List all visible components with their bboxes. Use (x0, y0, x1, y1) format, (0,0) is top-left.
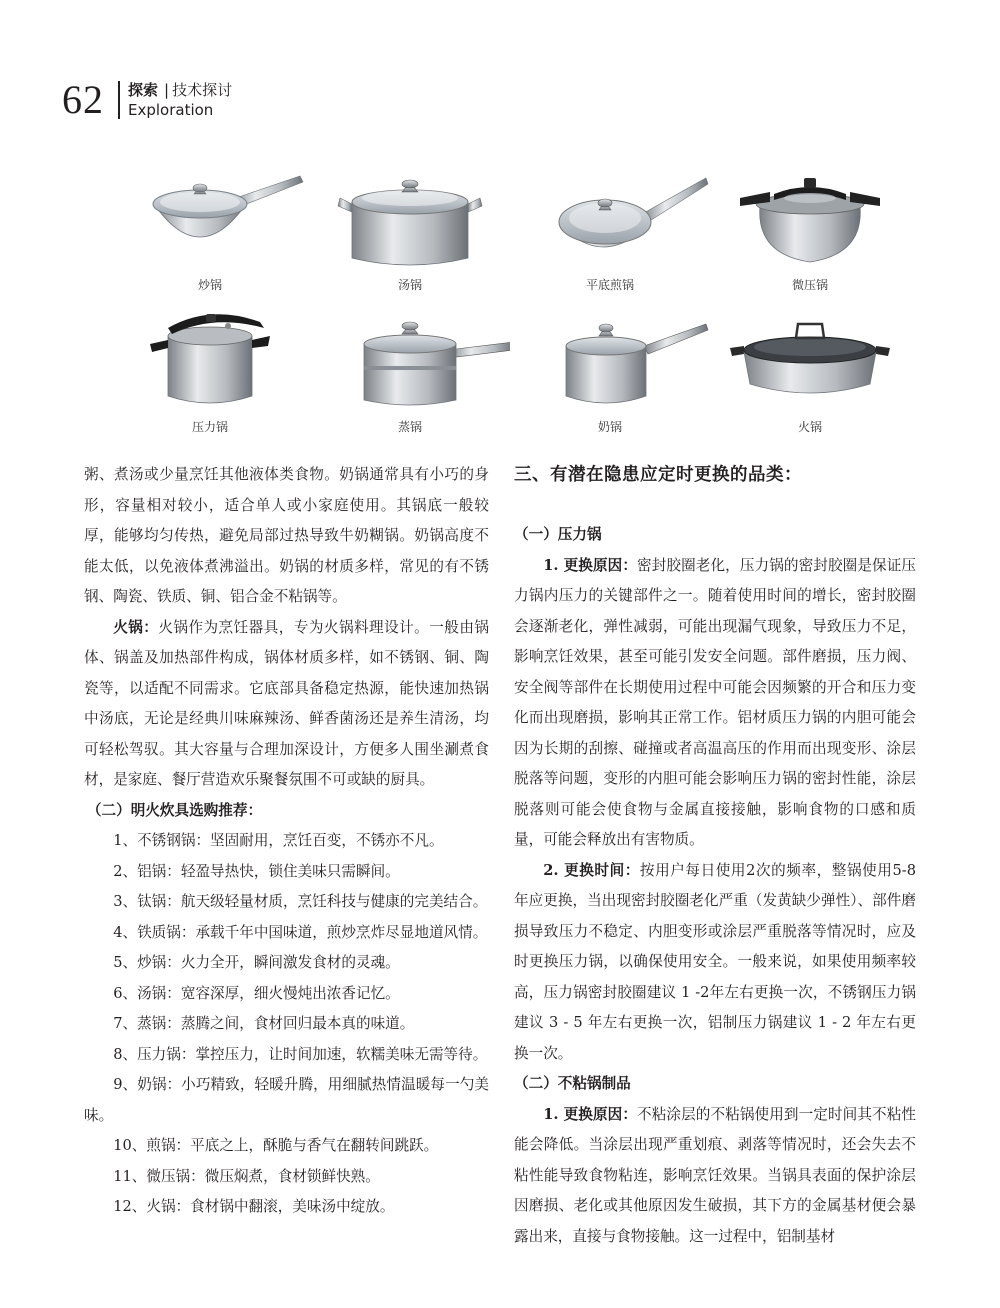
frying-pan-icon (510, 158, 710, 270)
milk-pan-icon (510, 300, 710, 412)
product-label: 汤锅 (397, 278, 422, 292)
list-item: 8、压力锅：掌控压力，让时间加速，软糯美味无需等待。 (113, 1045, 488, 1063)
product-stockpot (310, 158, 510, 293)
nonstick-reason-text: 不粘涂层的不粘锅使用到一定时间其不粘性能会降低。当涂层出现严重划痕、剥落等情况时，还会失去不粘性能导致食物粘连，影响烹饪效果。当锅具表面的保护涂层因磨损、老化或其他原因发生破损，其下方的金属基材便会暴露出来，直接与食物接触。这一过程中，铝制基材 (514, 1105, 916, 1245)
micro-pressure-cooker-icon (710, 158, 910, 270)
pressure-cooker-time (514, 856, 916, 1070)
product-gallery (110, 148, 910, 438)
list-item: 1、不锈钢锅：坚固耐用，烹饪百变，不锈亦不凡。 (113, 832, 444, 849)
list-item: 10、煎锅：平底之上，酥脆与香气在翻转间跳跃。 (113, 1137, 439, 1154)
pressure-cooker-subtitle: （一）压力锅 (514, 526, 602, 543)
section-cn: 探索 (128, 81, 159, 99)
list-item: 2、铝锅：轻盈导热快，锁住美味只需瞬间。 (113, 862, 400, 880)
milk-pan-paragraph: 粥、煮汤或少量烹饪其他液体类食物。奶锅通常具有小巧的身形，容量相对较小，适合单人或小家庭使用。其锅底一般较厚，能够均匀传热，避免局部过热导致牛奶糊锅。奶锅高度不能太低，以免液体煮沸溢出。奶锅的材质多样，常见的有不锈钢、陶瓷、铁质、铜、铝合金不粘锅等。 (84, 466, 489, 605)
steamer-icon (310, 300, 510, 412)
list-item: 4、铁质锅：承载千年中国味道，煎炒烹炸尽显地道风情。 (113, 923, 488, 941)
page-header (62, 78, 232, 122)
hotpot-text: 火锅作为烹饪器具，专为火锅料理设计。一般由锅体、锅盖及加热部件构成，锅体材质多样，如不锈钢、铜、陶瓷等，以适配不同需求。它底部具备稳定热源，能快速加热锅中汤底，无论是经典川味麻辣汤、鲜香菌汤还是养生清汤，均可轻松驾驭。其大容量与合理加深设计，方便多人围坐涮煮食材，是家庭、餐厅营造欢乐聚餐氛围不可或缺的厨具。 (84, 618, 489, 788)
header-divider (118, 81, 120, 119)
product-wok (110, 158, 310, 293)
product-label: 微压锅 (791, 278, 828, 292)
list-item: 11、微压锅：微压焖煮，食材锁鲜快熟。 (113, 1167, 380, 1185)
nonstick-reason (514, 1100, 916, 1253)
list-item: 7、蒸锅：蒸腾之间，食材回归最本真的味道。 (113, 1015, 415, 1032)
hotpot-icon (710, 300, 910, 412)
reason-text: 密封胶圈老化，压力锅的密封胶圈是保证压力锅内压力的关键部件之一。随着使用时间的增长，密封胶圈会逐渐老化，弹性减弱，可能出现漏气现象，导致压力不足，影响烹饪效果，甚至可能引发安全问题。部件磨损，压力阀、安全阀等部件在长期使用过程中可能会因频繁的开合和压力变化而出现磨损，影响其正常工作。铝材质压力锅的内胆可能会因为长期的刮擦、碰撞或者高温高压的作用而出现变形、涂层脱落等问题，变形的内胆可能会影响压力锅的密封性能，涂层脱落则可能会使食物与金属直接接触，影响食物的口感和质量，可能会释放出有害物质。 (514, 556, 916, 848)
right-column (514, 460, 916, 1252)
wok-icon (110, 158, 310, 270)
header-section-line (128, 80, 232, 100)
nonstick-subtitle: （二）不粘锅制品 (514, 1075, 631, 1092)
subsection-cn: 技术探讨 (172, 81, 233, 99)
stockpot-icon (310, 158, 510, 270)
section-title: 三、有潜在隐患应定时更换的品类： (514, 465, 802, 485)
product-hotpot (710, 300, 910, 435)
section-en: Exploration (128, 101, 214, 119)
header-text (128, 80, 232, 120)
time-lead: 2. 更换时间： (543, 861, 640, 879)
list-item: 9、奶锅：小巧精致，轻暖升腾，用细腻热情温暖每一勺美味。 (84, 1076, 489, 1124)
list-item: 6、汤锅：宽容深厚，细火慢炖出浓香记忆。 (113, 984, 400, 1002)
page-number: 62 (62, 77, 104, 122)
nonstick-reason-lead: 1. 更换原因： (543, 1105, 638, 1123)
product-label: 火锅 (797, 420, 822, 434)
product-label: 炒锅 (197, 278, 222, 292)
reason-lead: 1. 更换原因： (543, 556, 638, 574)
hotpot-lead: 火锅： (113, 618, 159, 636)
header-separator: | (164, 81, 170, 99)
product-label: 压力锅 (191, 420, 228, 434)
product-micro-pressure-cooker (710, 158, 910, 293)
product-pressure-cooker (110, 300, 310, 435)
time-text: 按用户每日使用2次的频率，整锅使用5-8年应更换，当出现密封胶圈老化严重（发黄缺少弹性）、部件磨损导致压力不稳定、内胆变形或涂层严重脱落等情况时，应及时更换压力锅，以确保使用安全。一般来说，如果使用频率较高，压力锅密封胶圈建议 1 -2年左右更换一次，不锈钢压力锅建议 3 - 5 年左右更换一次，铝制压力锅建议 1 - 2 年左右更换一次。 (514, 861, 916, 1062)
list-item: 5、炒锅：火力全开，瞬间激发食材的灵魂。 (113, 954, 400, 971)
product-label: 蒸锅 (397, 420, 422, 434)
product-milk-pan (510, 300, 710, 435)
list-item: 12、火锅：食材锅中翻滚，美味汤中绽放。 (113, 1198, 395, 1215)
product-label: 奶锅 (597, 420, 622, 434)
pressure-cooker-reason (514, 551, 916, 856)
list-item: 3、钛锅：航天级轻量材质，烹饪科技与健康的完美结合。 (113, 893, 488, 910)
product-frying-pan (510, 158, 710, 293)
pressure-cooker-icon (110, 300, 310, 412)
recommendation-subtitle: （二）明火炊具选购推荐： (86, 801, 263, 819)
hotpot-paragraph (84, 613, 489, 796)
product-steamer (310, 300, 510, 435)
product-label: 平底煎锅 (585, 278, 634, 292)
left-column (84, 460, 489, 1223)
